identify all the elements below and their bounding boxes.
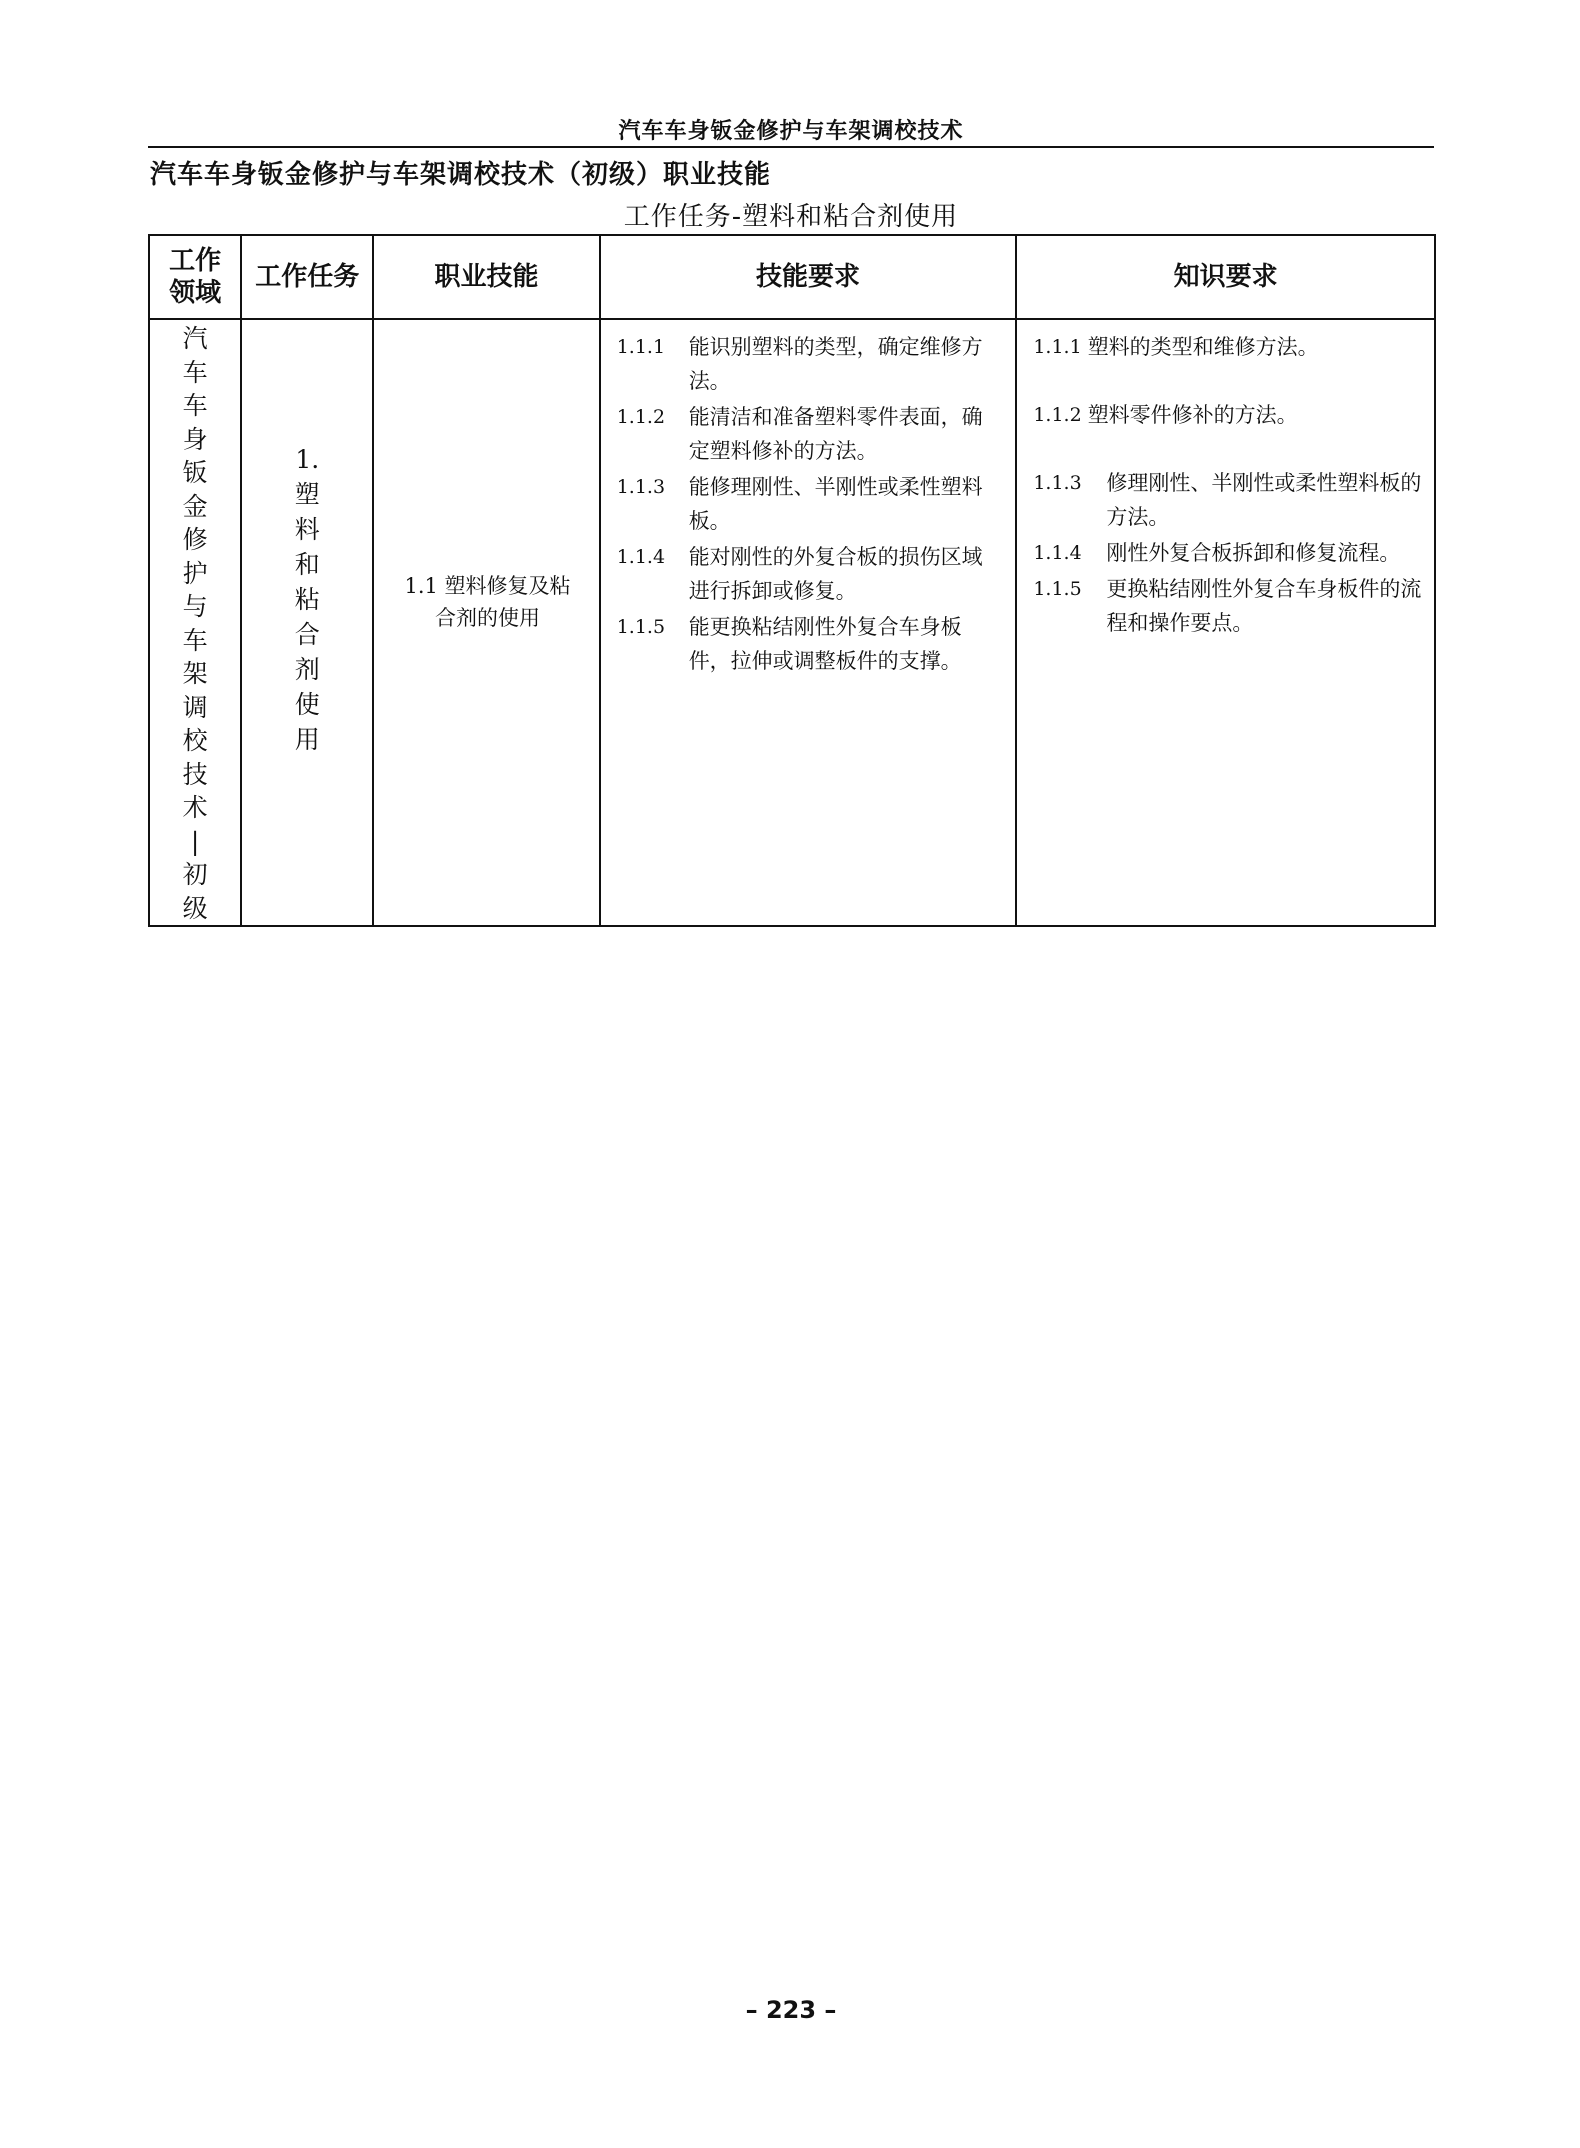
list-item	[1033, 330, 1422, 364]
table-caption: 工作任务-塑料和粘合剂使用	[623, 202, 959, 232]
header-skill: 职业技能	[373, 235, 599, 319]
item-text: 更换粘结刚性外复合车身板件的流程和操作要点。	[1106, 577, 1422, 635]
item-text: 塑料零件修补的方法。	[1087, 403, 1298, 427]
item-text: 能识别塑料的类型，确定维修方法。	[688, 335, 983, 393]
skill-line-1: 1.1 塑料修复及粘	[404, 574, 571, 598]
page-number: – 223 –	[745, 1996, 837, 2024]
header-rule	[148, 146, 1434, 148]
item-number: 1.1.3	[1033, 472, 1082, 494]
list-item	[617, 400, 1004, 468]
item-number: 1.1.4	[1033, 542, 1082, 564]
item-number: 1.1.1	[616, 336, 666, 358]
list-item	[1033, 572, 1422, 640]
item-number: 1.1.3	[616, 476, 666, 498]
skill-line-2: 合剂的使用	[435, 606, 541, 630]
item-text: 能清洁和准备塑料零件表面，确定塑料修补的方法。	[688, 405, 983, 463]
item-number: 1.1.4	[616, 546, 666, 568]
cell-requirements	[600, 319, 1017, 926]
running-header: 汽车车身钣金修护与车架调校技术	[618, 119, 964, 144]
list-item	[1033, 536, 1422, 570]
requirements-list	[601, 320, 1016, 678]
list-item	[617, 540, 1004, 608]
list-item	[1033, 398, 1422, 432]
header-knowledge: 知识要求	[1016, 235, 1435, 319]
list-item	[617, 330, 1004, 398]
task-text: 1. 塑 料 和 粘 合 剂 使 用	[294, 445, 320, 754]
cell-task	[241, 319, 373, 926]
document-title: 汽车车身钣金修护与车架调校技术（初级）职业技能	[150, 160, 772, 190]
list-item	[617, 470, 1004, 538]
item-text: 能更换粘结刚性外复合车身板件，拉伸或调整板件的支撑。	[688, 615, 962, 673]
table-row	[149, 319, 1435, 926]
header-domain	[149, 235, 241, 319]
table-header-row	[149, 235, 1435, 319]
item-text: 能修理刚性、半刚性或柔性塑料板。	[688, 475, 983, 533]
item-text: 刚性外复合板拆卸和修复流程。	[1106, 541, 1401, 565]
item-number: 1.1.5	[1033, 578, 1082, 600]
item-text: 塑料的类型和维修方法。	[1087, 335, 1319, 359]
item-text: 能对刚性的外复合板的损伤区域进行拆卸或修复。	[688, 545, 983, 603]
domain-text: 汽 车 车 身 钣 金 修 护 与 车 架 调 校 技 术 | 初 级	[182, 324, 208, 923]
header-domain-label: 工作 领域	[169, 246, 222, 308]
header-task: 工作任务	[241, 235, 373, 319]
list-item	[1033, 466, 1422, 534]
list-item	[617, 610, 1004, 678]
cell-knowledge	[1016, 319, 1435, 926]
knowledge-list	[1017, 320, 1434, 640]
header-requirements: 技能要求	[600, 235, 1017, 319]
item-number: 1.1.2	[616, 406, 666, 428]
cell-domain	[149, 319, 241, 926]
item-number: 1.1.5	[616, 616, 666, 638]
item-text: 修理刚性、半刚性或柔性塑料板的方法。	[1106, 471, 1422, 529]
cell-skill	[373, 319, 599, 926]
item-number: 1.1.1	[1033, 336, 1082, 358]
skill-text	[374, 320, 598, 634]
item-number: 1.1.2	[1033, 404, 1082, 426]
skills-table	[148, 234, 1436, 927]
